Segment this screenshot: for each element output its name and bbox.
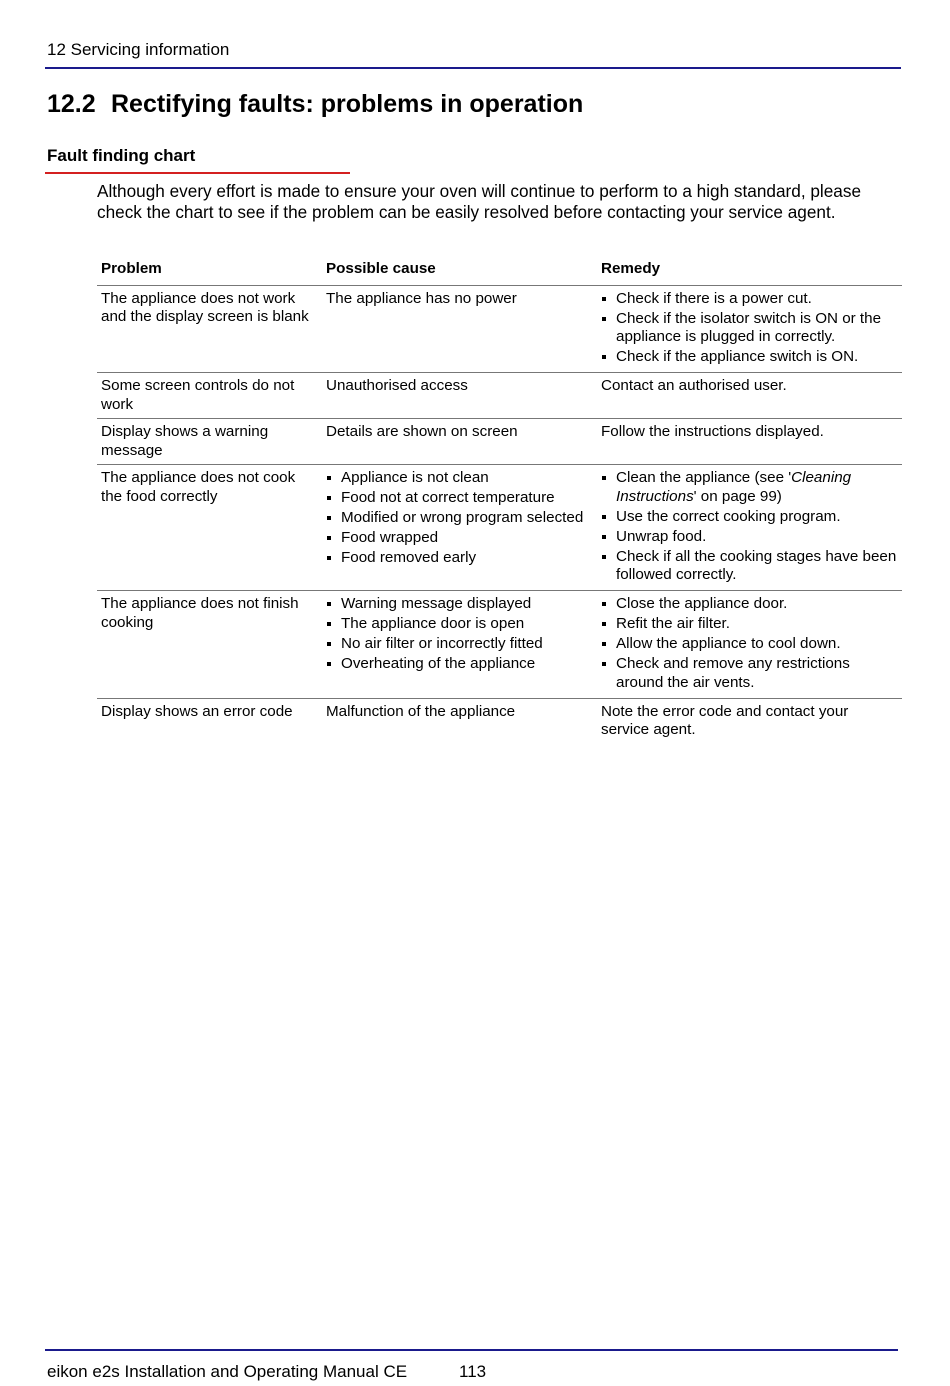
- cause-list-item: Modified or wrong program selected: [326, 509, 593, 528]
- remedy-list: [601, 595, 898, 692]
- cause-text: The appliance has no power: [326, 289, 517, 307]
- fault-finding-table: [97, 256, 902, 744]
- cause-cell: [322, 373, 597, 419]
- header-rule: [45, 67, 901, 69]
- remedy-text: Note the error code and contact your service agent.: [601, 702, 849, 738]
- cause-text: Unauthorised access: [326, 377, 468, 394]
- section-title: [47, 90, 583, 119]
- table-row: [97, 591, 902, 699]
- cause-cell: [322, 465, 597, 591]
- cause-list-item: Appliance is not clean: [326, 469, 593, 488]
- remedy-cell: [597, 285, 902, 373]
- remedy-list-item: Clean the appliance (see 'Cleaning Instructions' on page 99): [601, 469, 898, 506]
- subheading-rule: [45, 172, 350, 174]
- remedy-list-item: Check if the isolator switch is ON or the appliance is plugged in correctly.: [601, 310, 898, 347]
- running-header: 12 Servicing information: [47, 40, 230, 59]
- page-number: 113: [459, 1362, 487, 1381]
- remedy-list-item: Unwrap food.: [601, 528, 898, 547]
- remedy-list-item: Check and remove any restrictions around the air vents.: [601, 655, 898, 692]
- problem-cell: The appliance does not cook the food correctly: [97, 465, 322, 591]
- table-body: [97, 285, 902, 744]
- cause-list-item: Warning message displayed: [326, 595, 593, 614]
- remedy-list: [601, 290, 898, 367]
- problem-cell: Display shows a warning message: [97, 419, 322, 465]
- table-row: [97, 285, 902, 373]
- footer-rule: [45, 1349, 898, 1351]
- cause-list-item: The appliance door is open: [326, 615, 593, 634]
- remedy-cell: [597, 591, 902, 699]
- cause-list-item: Food not at correct temperature: [326, 489, 593, 508]
- remedy-list-item: Use the correct cooking program.: [601, 508, 898, 527]
- remedy-cell: [597, 419, 902, 465]
- table-row: [97, 373, 902, 419]
- subheading: Fault finding chart: [47, 146, 196, 165]
- cause-cell: [322, 285, 597, 373]
- cause-cell: [322, 698, 597, 744]
- remedy-list: [601, 469, 898, 585]
- remedy-list-item: Close the appliance door.: [601, 595, 898, 614]
- section-number: 12.2: [47, 90, 96, 118]
- cause-list-item: No air filter or incorrectly fitted: [326, 635, 593, 654]
- cause-text: Details are shown on screen: [326, 423, 518, 440]
- problem-cell: The appliance does not finish cooking: [97, 591, 322, 699]
- remedy-text: Contact an authorised user.: [601, 377, 787, 394]
- remedy-list-item: Check if the appliance switch is ON.: [601, 348, 898, 367]
- cause-list: [326, 595, 593, 674]
- cause-list-item: Overheating of the appliance: [326, 655, 593, 674]
- remedy-cell: [597, 698, 902, 744]
- cause-list: [326, 469, 593, 568]
- remedy-cell: [597, 465, 902, 591]
- column-header-cause: Possible cause: [322, 256, 597, 285]
- remedy-cell: [597, 373, 902, 419]
- problem-cell: The appliance does not work and the display screen is blank: [97, 285, 322, 373]
- remedy-list-item: Check if there is a power cut.: [601, 290, 898, 309]
- section-title-text: Rectifying faults: problems in operation: [111, 90, 584, 118]
- footer-manual-title: eikon e2s Installation and Operating Manual CE: [47, 1362, 408, 1381]
- cause-text: Malfunction of the appliance: [326, 702, 516, 720]
- cause-cell: [322, 419, 597, 465]
- table-header-row: [97, 256, 902, 285]
- table-row: [97, 698, 902, 744]
- problem-cell: Display shows an error code: [101, 702, 293, 720]
- table-row: [97, 419, 902, 465]
- column-header-problem: Problem: [97, 256, 322, 285]
- cause-cell: [322, 591, 597, 699]
- cross-reference-title: Cleaning Instructions: [616, 469, 852, 505]
- problem-cell: Some screen controls do not work: [97, 373, 322, 419]
- intro-paragraph: Although every effort is made to ensure your oven will continue to perform to a high standard, please check the chart to see if the problem can be easily resolved before contacting your service agent.: [97, 181, 862, 222]
- cause-list-item: Food wrapped: [326, 529, 593, 548]
- cause-list-item: Food removed early: [326, 549, 593, 568]
- remedy-text: Follow the instructions displayed.: [601, 423, 824, 440]
- table-row: [97, 465, 902, 591]
- column-header-remedy: Remedy: [597, 256, 902, 285]
- remedy-list-item: Check if all the cooking stages have been followed correctly.: [601, 548, 898, 585]
- remedy-list-item: Refit the air filter.: [601, 615, 898, 634]
- remedy-list-item: Allow the appliance to cool down.: [601, 635, 898, 654]
